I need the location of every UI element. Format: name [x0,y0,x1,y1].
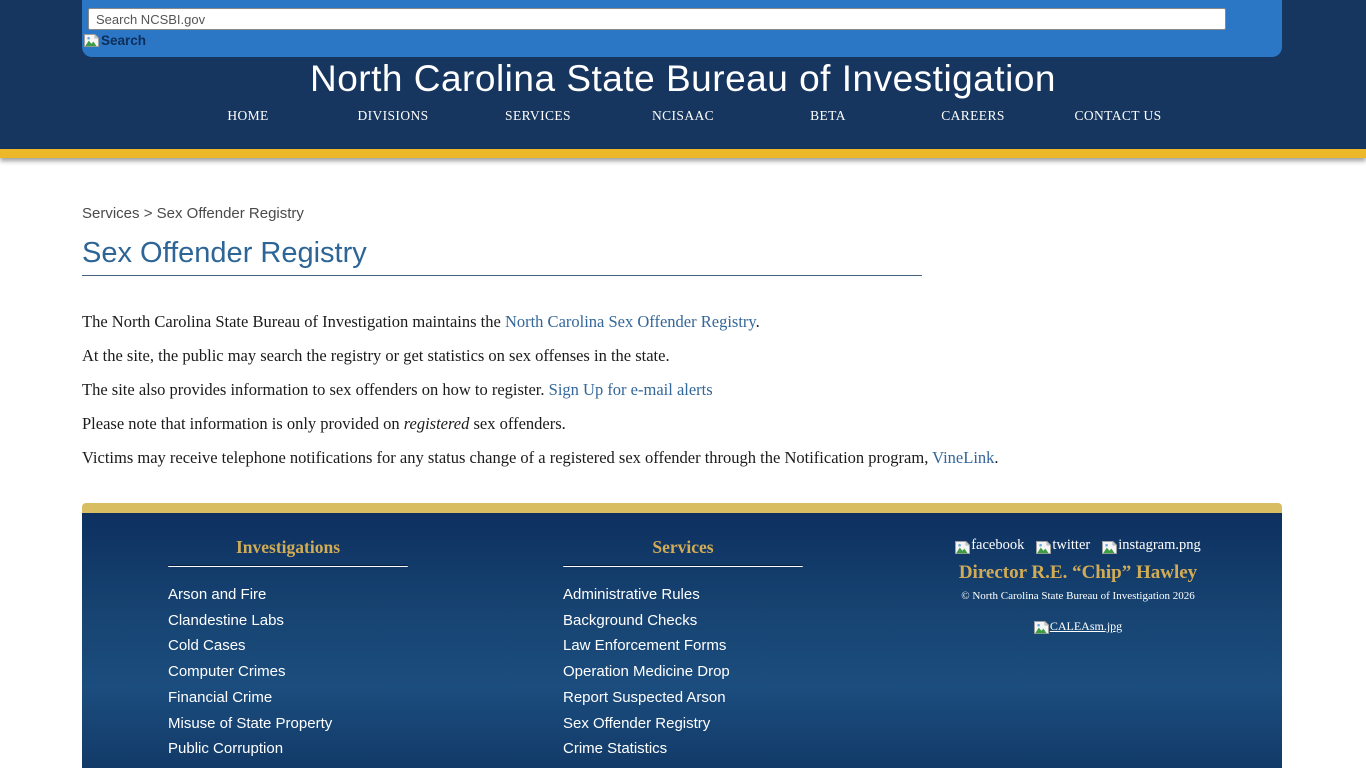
text-run: sex offenders. [469,414,566,433]
nav-item-home[interactable]: HOME [227,108,269,123]
footer-link-list [168,582,408,762]
footer-heading-rule [563,565,803,567]
broken-image-icon [1102,541,1117,554]
inline-link-vinelink[interactable]: VineLink [932,448,995,467]
social-row [913,537,1243,554]
social-link-twitter[interactable] [1036,537,1090,554]
footer-link-arson-and-fire[interactable]: Arson and Fire [168,586,267,603]
footer-gold-stripe [82,503,1282,513]
footer-heading: Services [652,537,714,557]
footer-link-sex-offender-registry[interactable]: Sex Offender Registry [563,714,711,732]
broken-image-alt-text: instagram.png [1118,537,1201,553]
search-button-label: Search [101,33,147,48]
paragraph [82,380,1286,400]
footer-link-financial-crime[interactable]: Financial Crime [168,688,273,706]
copyright-text: © North Carolina State Bureau of Investigation 2026 [961,590,1195,602]
footer-link-report-suspected-arson[interactable]: Report Suspected Arson [563,688,726,706]
calea-image-link[interactable] [1034,619,1122,634]
broken-image-alt-text: facebook [971,537,1025,553]
broken-image-alt-text: CALEAsm.jpg [1049,619,1123,633]
nav-item-ncisaac[interactable]: NCISAAC [651,108,715,123]
text-run: . [755,312,760,331]
broken-image-icon [1034,621,1049,634]
text-run: The site also provides information to sex offenders on how to register. [82,380,549,399]
broken-image-icon [1036,541,1051,554]
breadcrumb-separator: > [143,205,153,222]
footer-link-computer-crimes[interactable]: Computer Crimes [168,663,286,681]
text-run: Please note that information is only provided on [82,414,404,433]
text-run: Victims may receive telephone notifications for any status change of a registered sex offender through the Notification program, [82,448,933,467]
broken-image-alt-text: twitter [1052,537,1091,553]
footer-column-investigations [168,513,408,768]
footer-heading-rule [168,565,408,567]
page-title-rule [82,237,922,276]
search-button[interactable] [84,33,146,48]
search-bar [82,0,1282,57]
nav-item-services[interactable]: SERVICES [505,108,571,123]
paragraph [82,448,1286,468]
nav-item-contact-us[interactable]: CONTACT US [1074,108,1162,123]
paragraph [82,312,1286,332]
footer-link-cold-cases[interactable]: Cold Cases [168,637,246,655]
paragraph [82,346,1286,366]
paragraphs [82,312,1286,468]
footer-heading: Investigations [235,537,341,557]
inline-link-sign-up-for-e-mail-alerts[interactable]: Sign Up for e-mail alerts [548,380,713,399]
breadcrumb-current: Sex Offender Registry [156,205,304,222]
header-gold-stripe [0,149,1366,158]
social-link-instagram[interactable] [1102,537,1201,554]
footer-link-administrative-rules[interactable]: Administrative Rules [563,586,700,603]
main-content [0,158,1366,511]
footer-body [82,513,1282,768]
nav-item-divisions[interactable]: DIVISIONS [357,108,429,123]
footer-column-info [913,513,1243,768]
breadcrumb [82,205,1286,222]
site-footer [82,503,1282,768]
footer-link-list [563,582,803,762]
footer-link-misuse-of-state-property[interactable]: Misuse of State Property [168,714,333,732]
text-run: At the site, the public may search the registry or get statistics on sex offenses in the state. [82,346,670,365]
nav-item-beta[interactable]: BETA [810,108,846,123]
broken-image-icon [955,541,970,554]
director-name: Director R.E. “Chip” Hawley [958,562,1198,583]
broken-image-icon [84,34,99,47]
social-link-facebook[interactable] [955,537,1024,554]
footer-link-public-corruption[interactable]: Public Corruption [168,740,284,758]
search-input[interactable] [88,8,1226,30]
site-title: North Carolina State Bureau of Investigation [310,58,1056,99]
footer-link-background-checks[interactable]: Background Checks [563,611,698,629]
paragraph [82,414,1286,434]
inline-link-north-carolina-sex-offender-registry[interactable]: North Carolina Sex Offender Registry [504,312,756,331]
main-nav [0,108,1366,124]
footer-link-clandestine-labs[interactable]: Clandestine Labs [168,611,284,629]
text-run: The North Carolina State Bureau of Investigation maintains the [82,312,505,331]
footer-column-services [563,513,803,768]
site-header [0,0,1366,149]
footer-link-operation-medicine-drop[interactable]: Operation Medicine Drop [563,663,730,681]
text-run: . [994,448,999,467]
page-title: Sex Offender Registry [82,237,367,269]
emphasis-text: registered [403,414,470,433]
footer-link-law-enforcement-forms[interactable]: Law Enforcement Forms [563,637,727,655]
footer-link-crime-statistics[interactable]: Crime Statistics [563,740,668,758]
nav-item-careers[interactable]: CAREERS [941,108,1005,123]
breadcrumb-parent-link[interactable]: Services [82,205,140,222]
